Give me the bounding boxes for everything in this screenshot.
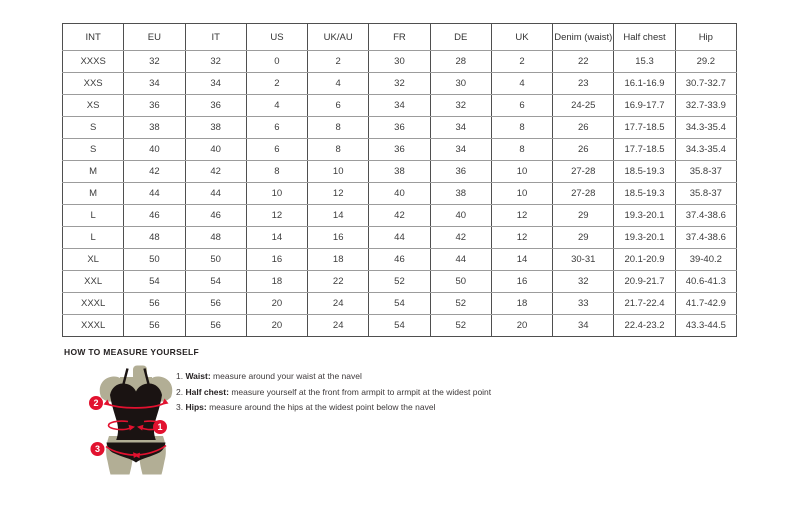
table-cell: 56 [185,315,246,337]
table-cell: 30-31 [553,249,614,271]
table-row [63,183,737,205]
table-cell: 36 [430,161,491,183]
table-cell: 22.4-23.2 [614,315,675,337]
table-cell: 16 [308,227,369,249]
header-row [63,24,737,51]
table-cell: 16.9-17.7 [614,95,675,117]
table-cell: 20.9-21.7 [614,271,675,293]
table-cell: 20 [246,293,307,315]
table-cell: 12 [308,183,369,205]
table-cell: 36 [124,95,185,117]
step-text: measure around the hips at the widest point below the navel [209,402,436,412]
table-row [63,315,737,337]
table-cell: 4 [246,95,307,117]
table-cell: S [63,139,124,161]
table-cell: 12 [491,227,552,249]
figure-badge-1 [153,420,167,434]
column-header: INT [63,24,124,51]
step-number: 1. [176,371,184,381]
table-cell: 54 [124,271,185,293]
table-cell: 32 [553,271,614,293]
column-header: Denim (waist) [553,24,614,51]
table-cell: 37.4-38.6 [675,227,736,249]
table-cell: 46 [185,205,246,227]
table-cell: 30 [430,73,491,95]
table-cell: 10 [491,183,552,205]
table-cell: 21.7-22.4 [614,293,675,315]
table-cell: 10 [246,183,307,205]
table-cell: 50 [124,249,185,271]
svg-text:2: 2 [93,398,99,409]
table-cell: 12 [246,205,307,227]
table-cell: 36 [369,117,430,139]
table-row [63,293,737,315]
table-cell: 26 [553,139,614,161]
table-cell: 40 [185,139,246,161]
column-header: UK/AU [308,24,369,51]
table-row [63,117,737,139]
table-cell: 8 [491,117,552,139]
table-cell: 2 [308,51,369,73]
table-cell: 37.4-38.6 [675,205,736,227]
table-cell: 54 [369,315,430,337]
table-body [63,51,737,337]
table-cell: 48 [185,227,246,249]
table-cell: 17.7-18.5 [614,139,675,161]
table-cell: 39-40.2 [675,249,736,271]
table-cell: 50 [185,249,246,271]
table-cell: 22 [308,271,369,293]
table-cell: 32.7-33.9 [675,95,736,117]
column-header: Half chest [614,24,675,51]
table-cell: 24 [308,293,369,315]
table-cell: 22 [553,51,614,73]
table-cell: 6 [246,117,307,139]
table-cell: 56 [124,315,185,337]
step-number: 3. [176,402,184,412]
table-cell: 38 [430,183,491,205]
table-row [63,95,737,117]
table-cell: XS [63,95,124,117]
table-cell: 8 [308,117,369,139]
table-cell: 30.7-32.7 [675,73,736,95]
table-cell: 42 [124,161,185,183]
table-cell: 34 [553,315,614,337]
size-chart-table [62,23,737,337]
table-cell: 26 [553,117,614,139]
table-cell: 18.5-19.3 [614,161,675,183]
table-cell: 20 [246,315,307,337]
table-cell: 34.3-35.4 [675,117,736,139]
table-row [63,73,737,95]
measure-step-1 [176,372,491,381]
table-cell: 36 [185,95,246,117]
table-cell: 42 [369,205,430,227]
table-cell: 6 [246,139,307,161]
table-cell: 14 [246,227,307,249]
table-cell: 40 [124,139,185,161]
table-cell: 30 [369,51,430,73]
table-cell: 10 [491,161,552,183]
table-cell: 35.8-37 [675,161,736,183]
table-cell: 34 [185,73,246,95]
table-cell: 2 [246,73,307,95]
measure-step-3 [176,403,491,412]
table-cell: 10 [308,161,369,183]
table-cell: 32 [430,95,491,117]
table-cell: 34 [430,117,491,139]
table-cell: 16 [246,249,307,271]
column-header: DE [430,24,491,51]
column-header: Hip [675,24,736,51]
table-cell: 46 [369,249,430,271]
table-cell: XL [63,249,124,271]
table-cell: 15.3 [614,51,675,73]
table-cell: 44 [124,183,185,205]
table-cell: 4 [308,73,369,95]
table-cell: 34 [430,139,491,161]
table-cell: 42 [430,227,491,249]
table-cell: 34.3-35.4 [675,139,736,161]
table-cell: 12 [491,205,552,227]
table-cell: 33 [553,293,614,315]
table-cell: 16.1-16.9 [614,73,675,95]
figure-badge-2 [89,396,103,410]
table-cell: 40 [430,205,491,227]
table-cell: 8 [246,161,307,183]
table-cell: 6 [308,95,369,117]
table-cell: XXXL [63,293,124,315]
step-number: 2. [176,386,184,397]
figure-badge-3 [91,442,105,456]
measure-instructions [176,372,491,419]
table-cell: 18 [246,271,307,293]
table-cell: 27-28 [553,161,614,183]
table-cell: 19.3-20.1 [614,205,675,227]
table-cell: 14 [308,205,369,227]
table-cell: 20.1-20.9 [614,249,675,271]
table-cell: S [63,117,124,139]
table-cell: 56 [124,293,185,315]
table-cell: M [63,183,124,205]
step-label: Hips: [185,402,207,412]
table-row [63,139,737,161]
step-text: measure yourself at the front from armpit to armpit at the widest point [231,386,492,397]
table-cell: 48 [124,227,185,249]
table-cell: M [63,161,124,183]
table-cell: 38 [185,117,246,139]
column-header: IT [185,24,246,51]
table-cell: 0 [246,51,307,73]
table-row [63,249,737,271]
column-header: US [246,24,307,51]
table-cell: 17.7-18.5 [614,117,675,139]
table-row [63,205,737,227]
table-cell: 54 [185,271,246,293]
table-cell: 32 [185,51,246,73]
table-cell: 19.3-20.1 [614,227,675,249]
table-cell: 46 [124,205,185,227]
svg-text:3: 3 [94,444,101,455]
table-cell: 36 [369,139,430,161]
table-cell: 34 [124,73,185,95]
table-cell: 41.7-42.9 [675,293,736,315]
table-cell: XXXS [63,51,124,73]
table-cell: 38 [369,161,430,183]
table-row [63,161,737,183]
step-label: Half chest: [185,386,229,397]
measure-step-2 [176,388,491,397]
column-header: EU [124,24,185,51]
table-cell: 44 [430,249,491,271]
table-cell: 29 [553,227,614,249]
table-cell: 6 [491,95,552,117]
table-cell: 32 [124,51,185,73]
table-cell: XXXL [63,315,124,337]
table-cell: 38 [124,117,185,139]
table-cell: 29 [553,205,614,227]
table-cell: 4 [491,73,552,95]
table-cell: 14 [491,249,552,271]
column-header: UK [491,24,552,51]
table-cell: 8 [308,139,369,161]
table-cell: 43.3-44.5 [675,315,736,337]
table-cell: 24 [308,315,369,337]
table-cell: 40 [369,183,430,205]
step-label: Waist: [185,371,211,381]
table-cell: 29.2 [675,51,736,73]
table-cell: 54 [369,293,430,315]
table-cell: 44 [369,227,430,249]
table-cell: 50 [430,271,491,293]
table-cell: 40.6-41.3 [675,271,736,293]
table-cell: L [63,227,124,249]
table-cell: 34 [369,95,430,117]
table-cell: 28 [430,51,491,73]
table-cell: 18 [308,249,369,271]
table-cell: 32 [369,73,430,95]
table-cell: 44 [185,183,246,205]
table-cell: 24-25 [553,95,614,117]
column-header: FR [369,24,430,51]
table-cell: XXL [63,271,124,293]
table-cell: 52 [430,293,491,315]
table-cell: 16 [491,271,552,293]
table-cell: 52 [369,271,430,293]
table-cell: 42 [185,161,246,183]
svg-text:1: 1 [157,422,163,433]
table-cell: 8 [491,139,552,161]
table-cell: L [63,205,124,227]
table-cell: 23 [553,73,614,95]
table-cell: 52 [430,315,491,337]
table-cell: 2 [491,51,552,73]
how-to-measure-heading: HOW TO MEASURE YOURSELF [64,347,200,357]
table-cell: 20 [491,315,552,337]
table-cell: 18.5-19.3 [614,183,675,205]
table-cell: XXS [63,73,124,95]
camisole-top [110,384,162,441]
table-cell: 18 [491,293,552,315]
table-cell: 56 [185,293,246,315]
table-row [63,271,737,293]
table-cell: 27-28 [553,183,614,205]
table-row [63,51,737,73]
table-row [63,227,737,249]
table-cell: 35.8-37 [675,183,736,205]
step-text: measure around your waist at the navel [213,371,362,381]
